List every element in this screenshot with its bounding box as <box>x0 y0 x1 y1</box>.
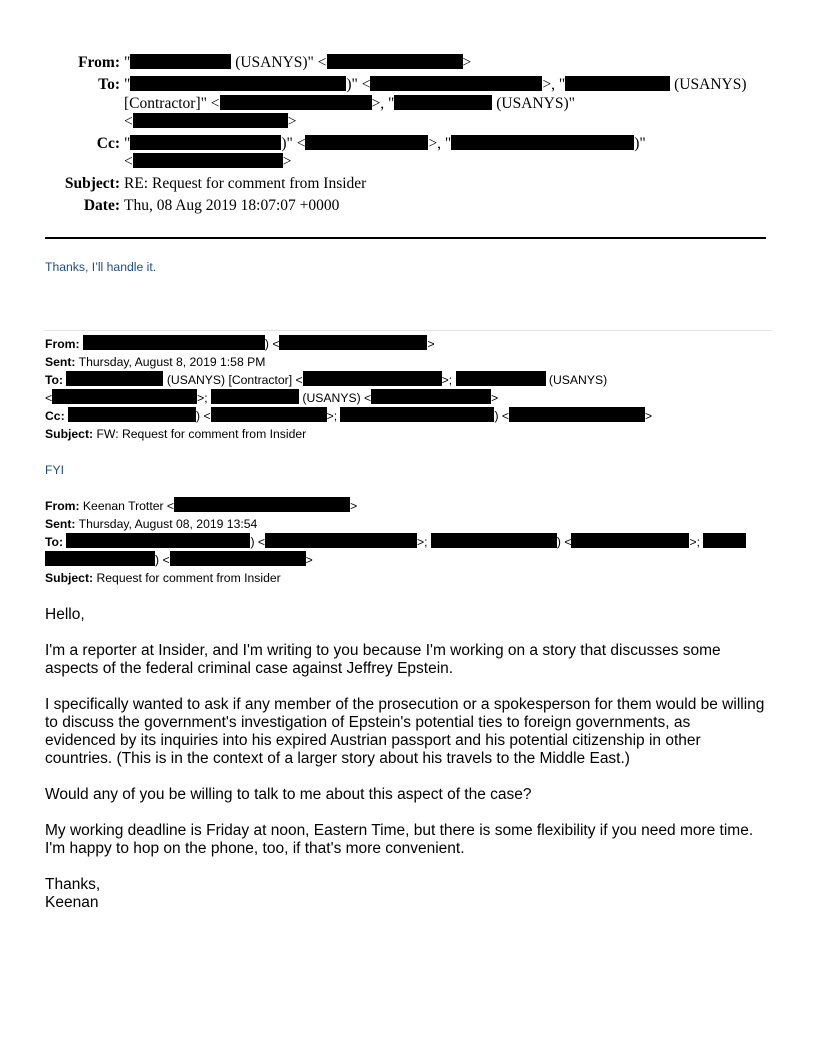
redaction <box>211 389 299 404</box>
fw2-to-line: To: ) < >; ) < >; <box>45 533 746 551</box>
fw1-to-org: (USANYS) [Contractor] < <box>166 373 303 387</box>
redaction <box>174 497 350 512</box>
to-value-line1: " )" < >, " (USANYS) <box>124 76 747 93</box>
fw2-from-name: Keenan Trotter < <box>82 499 175 513</box>
redaction <box>431 533 557 548</box>
redaction <box>305 135 428 150</box>
to-org: (USANYS)" <box>496 95 575 112</box>
cc-label: Cc: <box>96 135 120 152</box>
body-paragraph-3: Would any of you be willing to talk to me about this aspect of the case? <box>45 786 532 803</box>
redaction <box>133 113 288 128</box>
cc-sep: )" < <box>281 135 306 152</box>
redaction <box>571 533 689 548</box>
redaction <box>456 371 546 386</box>
redaction <box>265 533 417 548</box>
fw2-sent-line <box>45 515 257 533</box>
body-paragraph-2: I specifically wanted to ask if any member of the prosecution or a spokesperson for them would be willing to discuss the government's investigation of Epstein's potential ties to foreign governments, as evidenced by its inquiries into his expired Austrian passport and his potential citizenship in other countries. (This is in the context of a larger story about his travels to the Middle East.) <box>45 696 765 767</box>
fw1-sent-label: Sent: <box>45 355 76 369</box>
fw1-from-line: From: ) < > <box>45 337 435 351</box>
fw1-sent-line <box>45 353 265 371</box>
to-value-line2 <box>124 94 575 114</box>
redaction <box>130 76 346 91</box>
reply-text: Thanks, I’ll handle it. <box>45 260 157 274</box>
fw2-subject-label: Subject: <box>45 571 94 585</box>
subject-label: Subject: <box>64 175 120 192</box>
redaction <box>279 335 427 350</box>
redaction <box>170 551 306 566</box>
to-label: To: <box>98 76 120 93</box>
redaction <box>703 533 746 548</box>
redaction <box>83 335 265 350</box>
body-paragraph-4: My working deadline is Friday at noon, Eastern Time, but there is some flexibility if you need more time. I'm happy to hop on the phone, too, if that's more convenient. <box>45 822 754 857</box>
fw1-to-label: To: <box>45 373 64 387</box>
fw1-sent-value: Thursday, August 8, 2019 1:58 PM <box>78 355 266 369</box>
fw1-from-label: From: <box>45 337 80 351</box>
fw1-subject-line <box>45 425 306 443</box>
fw1-to-line: To: (USANYS) [Contractor] < >; (USANYS) <box>45 373 608 387</box>
redaction <box>66 533 250 548</box>
redaction <box>451 135 634 150</box>
fw2-from-label: From: <box>45 499 80 513</box>
fw1-to-org2: (USANYS) <box>548 373 608 387</box>
redaction <box>133 153 283 168</box>
fw2-to-line2: ) < > <box>45 551 313 569</box>
greeting: Hello, <box>45 606 85 623</box>
to-org: (USANYS) <box>674 76 747 93</box>
redaction <box>52 389 197 404</box>
redaction <box>66 371 163 386</box>
fw1-subject-value: FW: Request for comment from Insider <box>96 427 307 441</box>
from-label: From: <box>78 54 120 71</box>
fw1-cc-label: Cc: <box>45 409 65 423</box>
redaction <box>371 389 491 404</box>
fw1-cc-line: Cc: ) < >; ) < > <box>45 409 653 423</box>
fw2-sent-label: Sent: <box>45 517 76 531</box>
to-sep: )" < <box>346 76 371 93</box>
redaction <box>509 407 645 422</box>
date-label: Date: <box>83 197 120 214</box>
body-paragraph-1: I'm a reporter at Insider, and I'm writing to you because I'm working on a story that discusses some aspects of the federal criminal case against Jeffrey Epstein. <box>45 642 721 677</box>
to-value-line3: < > <box>124 113 297 130</box>
cc-value-line1: " )" < >, " )" <box>124 135 646 152</box>
signoff: Thanks, <box>45 876 101 893</box>
fw2-to-label: To: <box>45 535 64 549</box>
fw2-sent-value: Thursday, August 08, 2019 13:54 <box>78 517 258 531</box>
fw2-subject-line <box>45 569 281 587</box>
redaction <box>565 76 670 91</box>
fw2-subject-value: Request for comment from Insider <box>96 571 281 585</box>
fw1-to-org3: (USANYS) < <box>302 391 372 405</box>
redaction <box>394 95 492 110</box>
cc-sep: )" <box>634 135 646 152</box>
fw1-to-line2: < >; (USANYS) < > <box>45 391 499 405</box>
redaction <box>211 407 327 422</box>
redaction <box>327 54 463 69</box>
fw2-from-line: From: Keenan Trotter < > <box>45 499 358 513</box>
from-value: " (USANYS)" < > <box>124 54 472 71</box>
date-value: Thu, 08 Aug 2019 18:07:07 +0000 <box>124 197 340 214</box>
quote-divider <box>45 330 771 331</box>
cc-sep: >, " <box>428 135 452 152</box>
redaction <box>220 95 372 110</box>
redaction <box>130 135 281 150</box>
cc-value-line2: < > <box>124 153 292 170</box>
fw1-subject-label: Subject: <box>45 427 94 441</box>
fyi-text: FYI <box>45 463 64 477</box>
redaction <box>303 371 442 386</box>
from-org: (USANYS)" < <box>235 54 327 71</box>
to-sep: >, " <box>542 76 566 93</box>
redaction <box>130 54 231 69</box>
to-contractor: [Contractor]" < <box>124 95 220 112</box>
redaction <box>68 407 196 422</box>
redaction <box>370 76 542 91</box>
signature-name: Keenan <box>45 894 99 911</box>
to-sep: >, " <box>371 95 395 112</box>
redaction <box>45 551 155 566</box>
redaction <box>340 407 494 422</box>
subject-value: RE: Request for comment from Insider <box>124 175 367 192</box>
header-divider <box>45 237 766 239</box>
